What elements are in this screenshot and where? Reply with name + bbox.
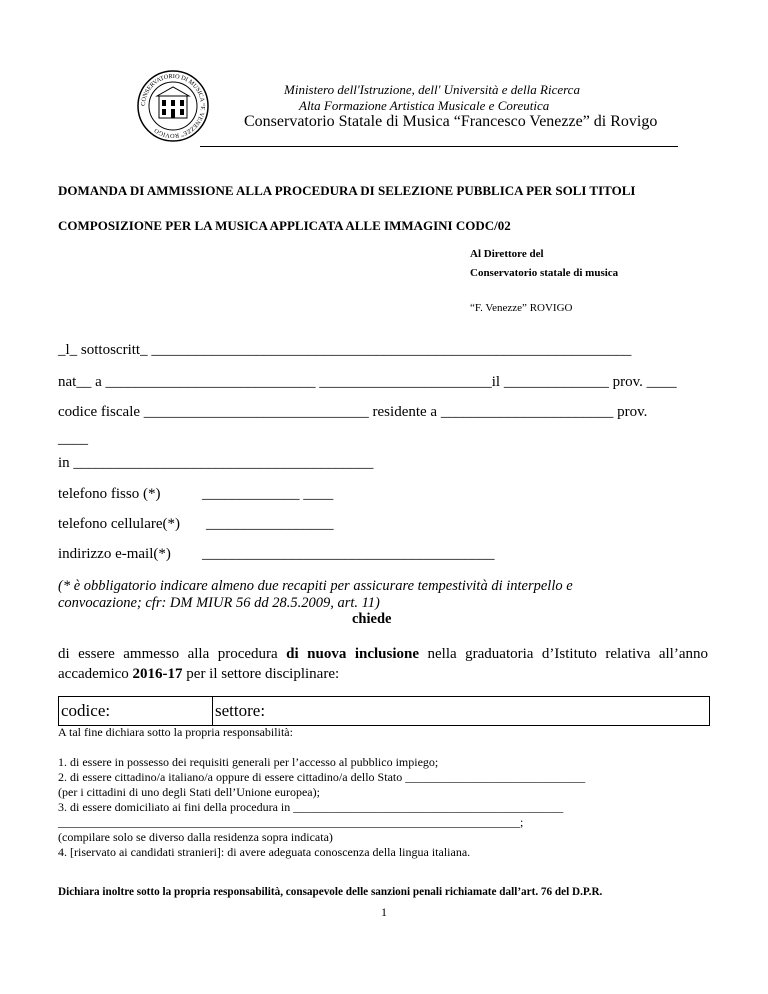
field-codice-fiscale[interactable]: codice fiscale ______________________________ residente a _______________________ prov. <box>58 404 648 420</box>
field-sottoscritto[interactable]: _l_ sottoscritt_ ________________________________________________________________ <box>58 342 632 358</box>
tel-fisso-field[interactable]: _____________ ____ <box>202 486 334 502</box>
svg-text:CONSERVATORIO DI MUSICA “F. VE: CONSERVATORIO DI MUSICA “F. VENEZZE” ROVIGO <box>139 72 207 140</box>
tel-cell-label: telefono cellulare(*) <box>58 516 181 532</box>
request-part3: per il settore disciplinare: <box>182 666 340 682</box>
final-declaration: Dichiara inoltre sotto la propria responsabilità, consapevole delle sanzioni penali richiamate dall’art. 76 del D.P.R. <box>58 886 603 898</box>
note-line-2: convocazione; cfr: DM MIUR 56 dd 28.5.2009, art. 11) <box>58 595 380 611</box>
note-line-1: (* è obbligatorio indicare almeno due recapiti per assicurare tempestività di interpello e <box>58 578 573 594</box>
codice-field[interactable]: codice: <box>61 701 111 720</box>
addressee-line-1: Al Direttore del <box>470 248 544 260</box>
addressee-line-3: “F. Venezze” ROVIGO <box>470 302 573 314</box>
ministry-line: Ministero dell'Istruzione, dell' Università e della Ricerca <box>284 82 580 97</box>
tel-cell-field[interactable]: _________________ <box>206 516 334 532</box>
document-title: DOMANDA DI AMMISSIONE ALLA PROCEDURA DI SELEZIONE PUBBLICA PER SOLI TITOLI <box>58 183 636 198</box>
declaration-item: (compilare solo se diverso dalla residenza sopra indicata) <box>58 830 333 844</box>
declaration-item: (per i cittadini di uno degli Stati dell’Unione europea); <box>58 785 320 799</box>
declaration-item[interactable]: 2. di essere cittadino/a italiano/a oppure di essere cittadino/a dello Stato ______________________________ <box>58 770 586 784</box>
declaration-item[interactable]: _____________________________________________________________________________; <box>58 815 524 829</box>
document-subtitle: COMPOSIZIONE PER LA MUSICA APPLICATA ALLE IMMAGINI CODC/02 <box>58 218 511 233</box>
addressee-line-2: Conservatorio statale di musica <box>470 267 619 279</box>
chiede-heading: chiede <box>352 611 392 627</box>
request-bold-nuova-inclusione: di nuova inclusione <box>286 646 420 662</box>
request-part1: di essere ammesso alla procedura <box>58 646 287 662</box>
declaration-item: 1. di essere in possesso dei requisiti generali per l’accesso al pubblico impiego; <box>58 755 439 769</box>
header-divider <box>200 146 678 147</box>
afam-line: Alta Formazione Artistica Musicale e Coreutica <box>299 98 550 113</box>
conservatory-name: Conservatorio Statale di Musica “Francesco Venezze” di Rovigo <box>244 113 658 130</box>
field-in[interactable]: in ________________________________________ <box>58 455 374 471</box>
box-divider <box>212 697 213 725</box>
request-part2: nella graduatoria d’Istituto relativa all’anno accademico <box>58 646 708 682</box>
settore-box <box>58 696 710 726</box>
conservatory-seal-logo <box>137 70 209 142</box>
page-number: 1 <box>381 905 387 919</box>
field-prov-cont[interactable]: ____ <box>58 431 88 447</box>
tel-fisso-label: telefono fisso (*) <box>58 486 161 502</box>
settore-field[interactable]: settore: <box>215 701 266 720</box>
field-nato[interactable]: nat__ a ____________________________ _______________________il ______________ prov. ____ <box>58 374 677 390</box>
declaration-item: 4. [riservato ai candidati stranieri]: di avere adeguata conoscenza della lingua italiana. <box>58 845 471 859</box>
declaration-item[interactable]: 3. di essere domiciliato ai fini della procedura in _____________________________________________ <box>58 800 564 814</box>
request-bold-year: 2016-17 <box>132 666 183 682</box>
declaration-intro: A tal fine dichiara sotto la propria responsabilità: <box>58 725 293 739</box>
request-paragraph <box>58 644 708 684</box>
email-label: indirizzo e-mail(*) <box>58 546 171 562</box>
email-field[interactable]: _______________________________________ <box>202 546 495 562</box>
